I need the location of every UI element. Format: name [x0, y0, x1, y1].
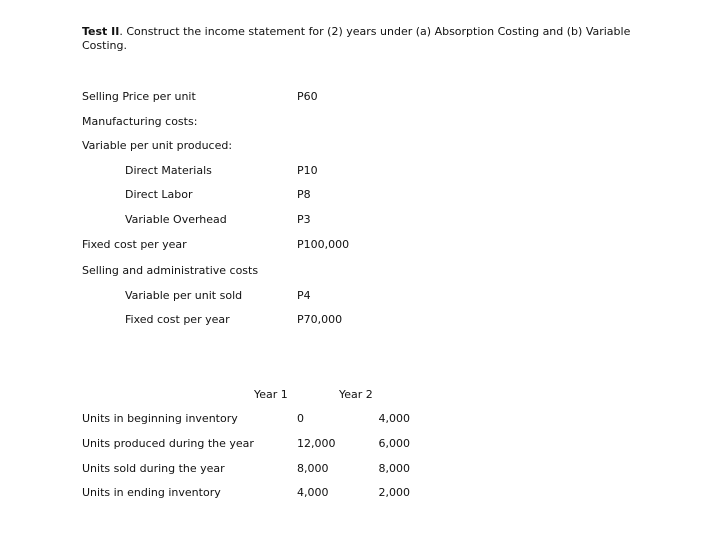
- selling-price-value: P60: [297, 90, 318, 103]
- direct-labor-label: Direct Labor: [125, 188, 193, 201]
- variable-per-unit-sold-label: Variable per unit sold: [125, 289, 243, 302]
- fixed-cost-mfg-value: P100,000: [297, 238, 350, 251]
- direct-labor-value: P8: [297, 188, 311, 201]
- fixed-cost-selling-label: Fixed cost per year: [125, 313, 230, 326]
- variable-per-unit-sold-value: P4: [297, 289, 311, 302]
- table-row-label: Units in beginning inventory: [82, 412, 238, 425]
- year2-header: Year 2: [339, 388, 373, 401]
- fixed-cost-mfg-label: Fixed cost per year: [82, 238, 187, 251]
- fixed-cost-selling-value: P70,000: [297, 313, 343, 326]
- table-row-year2: 4,000: [378, 412, 410, 425]
- table-row-year2: 6,000: [378, 437, 410, 450]
- test-heading: [82, 25, 642, 53]
- variable-per-unit-label: Variable per unit produced:: [82, 139, 233, 152]
- direct-materials-label: Direct Materials: [125, 164, 212, 177]
- variable-overhead-value: P3: [297, 213, 311, 226]
- table-row-year1: 4,000: [297, 486, 329, 499]
- table-row-year2: 8,000: [378, 462, 410, 475]
- table-row-year1: 0: [297, 412, 304, 425]
- test-instructions: . Construct the income statement for (2) years under (a) Absorption Costing and (b) Variable Costing.: [82, 25, 631, 52]
- table-row-year2: 2,000: [378, 486, 410, 499]
- selling-price-label: Selling Price per unit: [82, 90, 196, 103]
- selling-admin-label: Selling and administrative costs: [82, 264, 259, 277]
- test-label: Test II: [82, 25, 120, 38]
- table-row-year1: 12,000: [297, 437, 336, 450]
- direct-materials-value: P10: [297, 164, 318, 177]
- year1-header: Year 1: [254, 388, 288, 401]
- manufacturing-costs-label: Manufacturing costs:: [82, 115, 198, 128]
- variable-overhead-label: Variable Overhead: [125, 213, 227, 226]
- table-row-year1: 8,000: [297, 462, 329, 475]
- table-row-label: Units sold during the year: [82, 462, 225, 475]
- table-row-label: Units in ending inventory: [82, 486, 221, 499]
- table-row-label: Units produced during the year: [82, 437, 254, 450]
